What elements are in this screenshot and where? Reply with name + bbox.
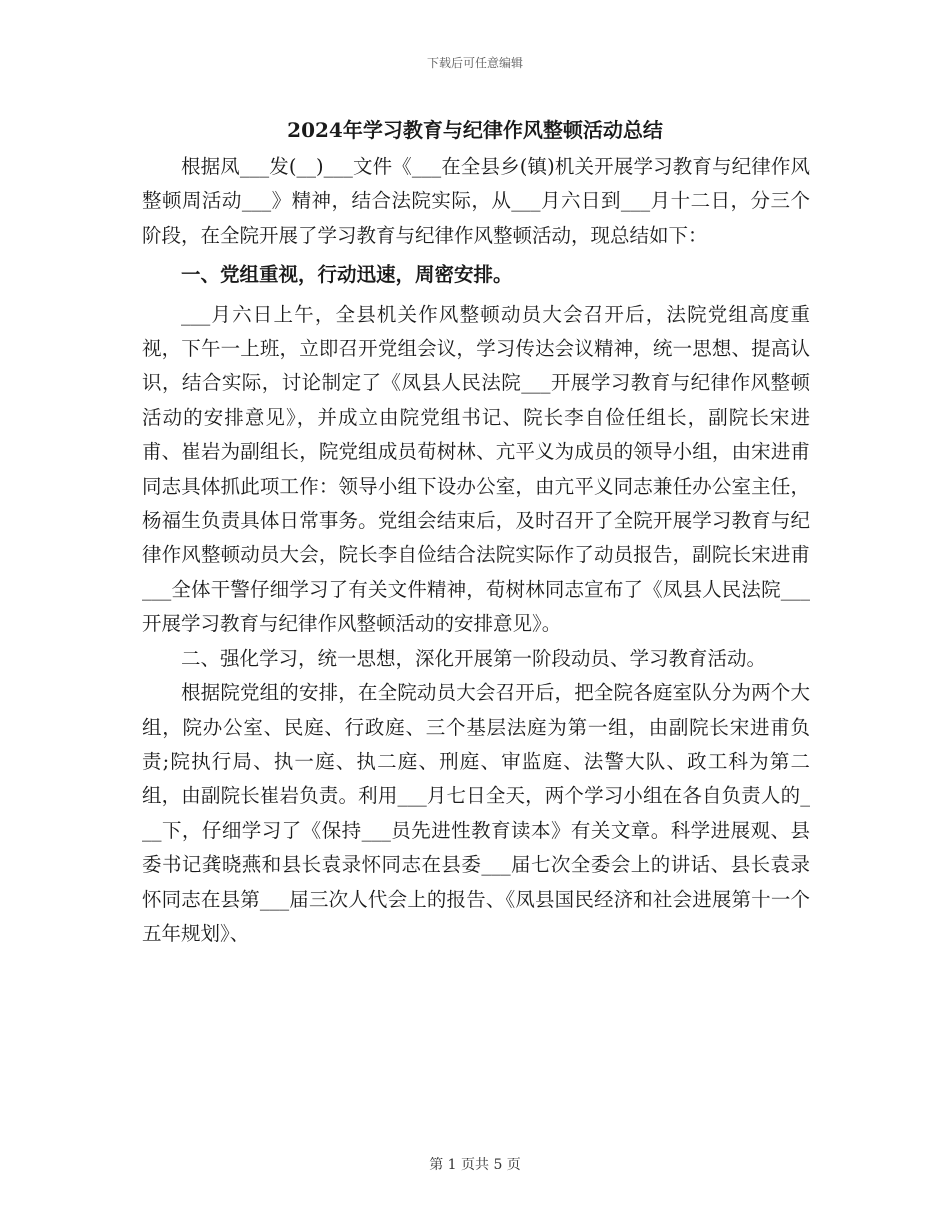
document-title: 2024年学习教育与纪律作风整顿活动总结 (287, 118, 663, 142)
page-footer: 第 1 页共 5 页 (429, 1157, 521, 1173)
section-heading-1: 一、党组重视，行动迅速，周密安排。 (181, 263, 513, 287)
paragraph-intro: 根据凤___发(__)___文件《___在全县乡(镇)机关开展学习教育与纪律作风整顿周活动___》精神，结合法院实际，从___月六日到___月十二日，分三个阶段，在全院开展了学习教育与纪律作风整顿活动，现总结如下： (142, 155, 810, 247)
document-body (142, 150, 810, 951)
paragraph-section-2: 根据院党组的安排，在全院动员大会召开后，把全院各庭室队分为两个大组，院办公室、民庭、行政庭、三个基层法庭为第一组，由副院长宋进甫负责;院执行局、执一庭、执二庭、刑庭、审监庭、法警大队、政工科为第二组，由副院长崔岩负责。利用___月七日全天，两个学习小组在各自负责人的___下，仔细学习了《保持___员先进性教育读本》有关文章。科学进展观、县委书记龚晓燕和县长袁录怀同志在县委___届七次全委会上的讲话、县长袁录怀同志在县第___届三次人代会上的报告、《凤县国民经济和社会进展第十一个五年规划》、 (142, 681, 810, 945)
paragraph-section-1: ___月六日上午，全县机关作风整顿动员大会召开后，法院党组高度重视，下午一上班，立即召开党组会议，学习传达会议精神，统一思想、提高认识，结合实际，讨论制定了《凤县人民法院___开展学习教育与纪律作风整顿活动的安排意见》，并成立由院党组书记、院长李自俭任组长，副院长宋进甫、崔岩为副组长，院党组成员荀树林、亢平义为成员的领导小组，由宋进甫同志具体抓此项工作：领导小组下设办公室，由亢平义同志兼任办公室主任，杨福生负责具体日常事务。党组会结束后，及时召开了全院开展学习教育与纪律作风整顿动员大会，院长李自俭结合法院实际作了动员报告，副院长宋进甫___全体干警仔细学习了有关文件精神，荀树林同志宣布了《凤县人民法院___开展学习教育与纪律作风整顿活动的安排意见》。 (142, 302, 810, 636)
header-note: 下载后可任意编辑 (426, 56, 523, 70)
section-heading-2: 二、强化学习，统一思想，深化开展第一阶段动员、学习教育活动。 (181, 646, 767, 670)
